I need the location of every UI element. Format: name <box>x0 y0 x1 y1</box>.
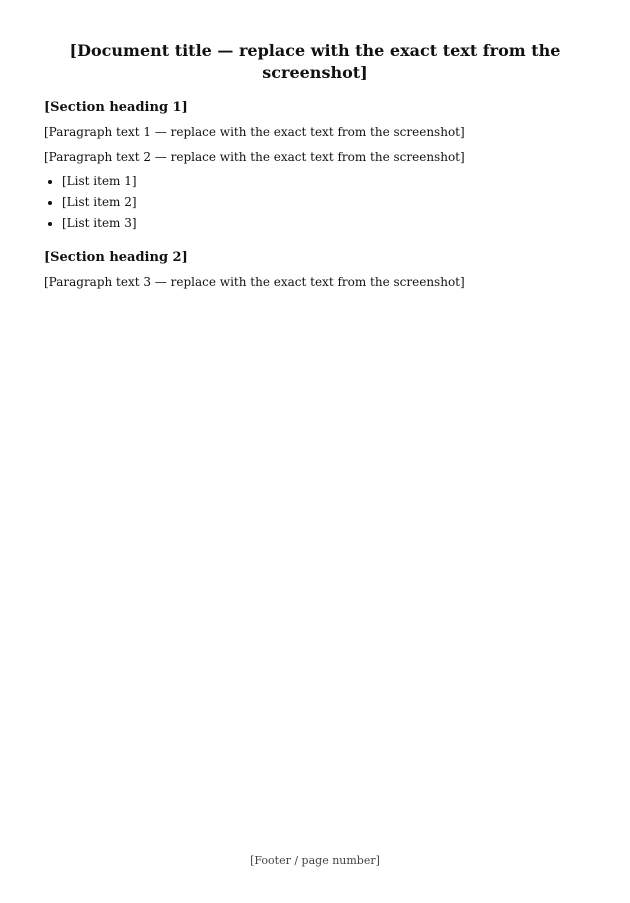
paragraph: [Paragraph text 3 — replace with the exact text from the screenshot] <box>44 275 465 290</box>
paragraph: [Paragraph text 2 — replace with the exact text from the screenshot] <box>44 149 465 164</box>
page-footer: [Footer / page number] <box>250 854 380 867</box>
list-item: • [List item 1] <box>62 172 586 190</box>
section-heading: [Section heading 1] <box>44 99 188 115</box>
paragraph: [Paragraph text 1 — replace with the exact text from the screenshot] <box>44 124 465 139</box>
section-heading: [Section heading 2] <box>44 250 188 266</box>
page-title: [Document title — replace with the exact text from the screenshot] <box>69 41 561 83</box>
item-list <box>44 172 586 235</box>
document-section <box>44 99 586 235</box>
list-item: • [List item 2] <box>62 193 586 211</box>
document-body <box>44 99 586 292</box>
document-section <box>44 249 586 292</box>
list-item: • [List item 3] <box>62 214 586 232</box>
